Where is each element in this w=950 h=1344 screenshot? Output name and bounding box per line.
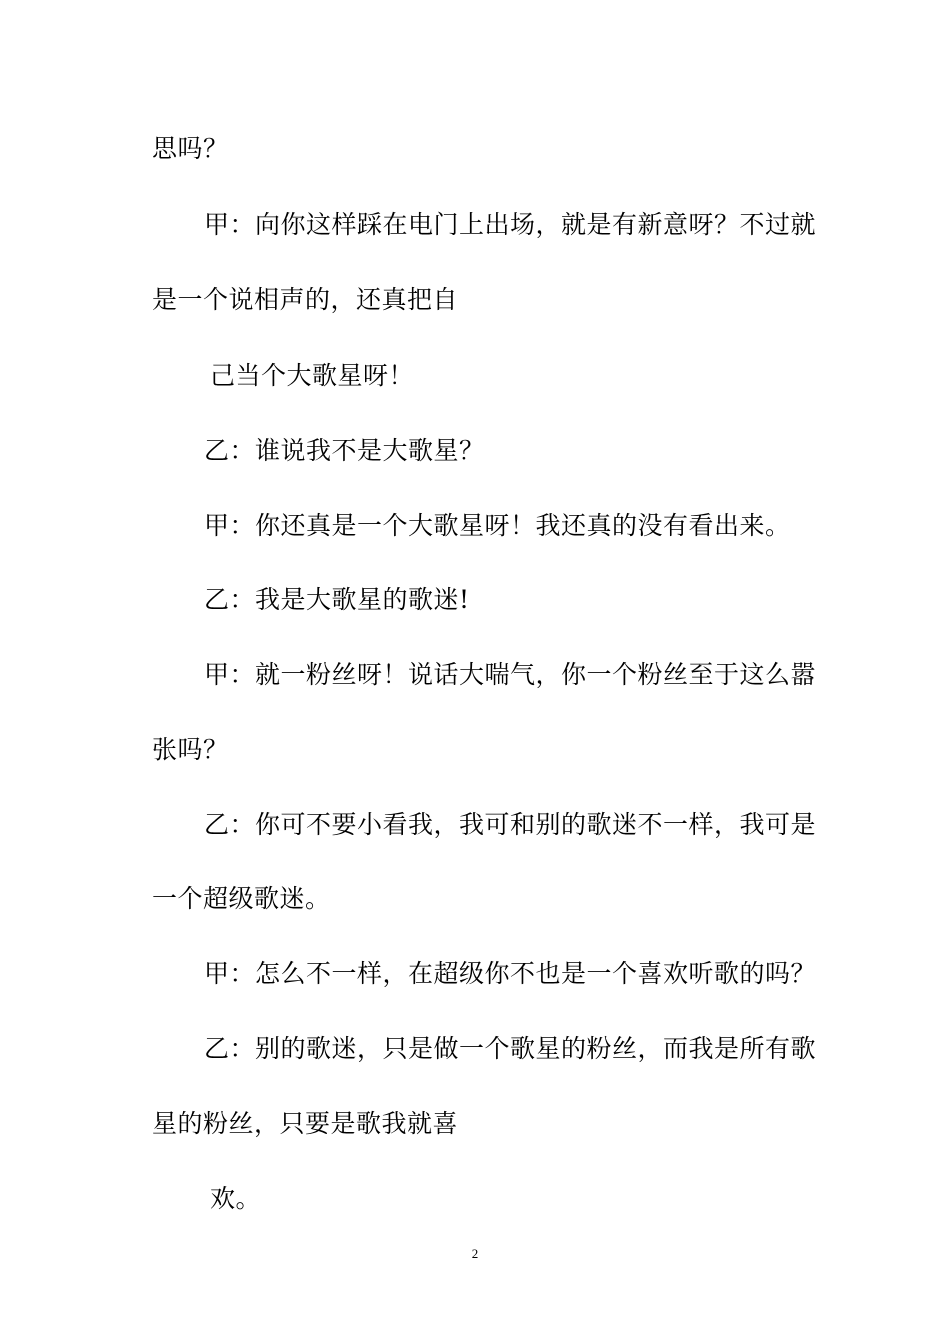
- text-line: 甲：向你这样踩在电门上出场，就是有新意呀？不过就: [204, 210, 817, 239]
- text-line: 乙：别的歌迷，只是做一个歌星的粉丝，而我是所有歌: [204, 1034, 817, 1063]
- text-line: 乙：你可不要小看我，我可和别的歌迷不一样，我可是: [204, 810, 817, 839]
- text-line: 欢。: [210, 1184, 262, 1213]
- text-line: 乙：谁说我不是大歌星？: [204, 436, 485, 465]
- text-line: 是一个说相声的，还真把自: [152, 285, 459, 314]
- text-line: 星的粉丝，只要是歌我就喜: [152, 1109, 459, 1138]
- text-line: 甲：就一粉丝呀！说话大喘气，你一个粉丝至于这么嚣: [204, 660, 817, 689]
- text-line: 己当个大歌星呀！: [210, 361, 415, 390]
- text-line: 一个超级歌迷。: [152, 884, 331, 913]
- text-line: 乙：我是大歌星的歌迷!: [204, 585, 470, 614]
- page-number: 2: [471, 1246, 479, 1261]
- text-line: 甲：怎么不一样，在超级你不也是一个喜欢听歌的吗？: [204, 959, 817, 988]
- text-line: 思吗？: [152, 134, 229, 163]
- text-line: 张吗？: [152, 735, 229, 764]
- text-line: 甲：你还真是一个大歌星呀！我还真的没有看出来。: [204, 511, 791, 540]
